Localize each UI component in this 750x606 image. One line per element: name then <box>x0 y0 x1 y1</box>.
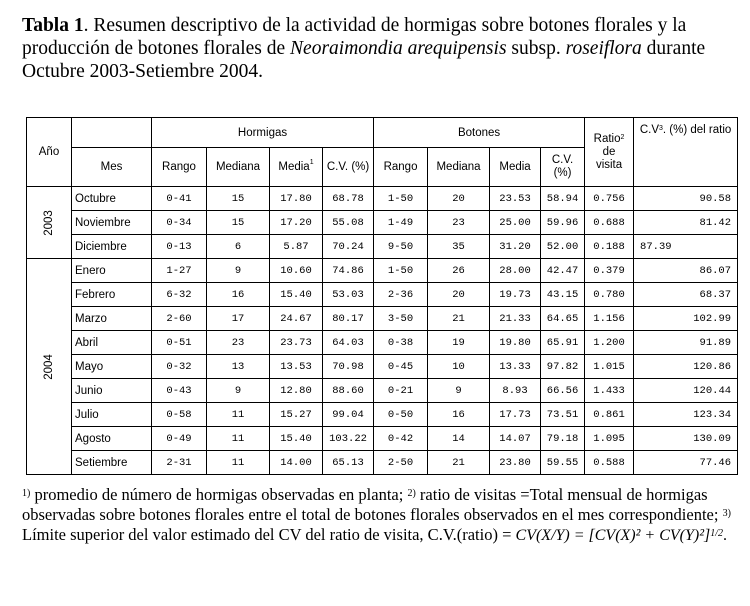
cell-ants-median: 9 <box>207 379 270 403</box>
cell-buds-median: 23 <box>428 211 490 235</box>
cell-ratio-cv: 120.44 <box>634 379 738 403</box>
cell-buds-cv: 64.65 <box>541 307 585 331</box>
footnote-text-1: promedio de número de hormigas observadas en planta; <box>30 485 408 504</box>
header-group-buds: Botones <box>374 118 585 148</box>
cell-ants-mean: 23.73 <box>270 331 323 355</box>
table-row <box>27 187 738 211</box>
cell-ants-median: 11 <box>207 403 270 427</box>
cell-ants-cv: 53.03 <box>323 283 374 307</box>
cell-visit-ratio: 0.688 <box>585 211 634 235</box>
caption-species: Neoraimondia arequipensis <box>290 38 507 59</box>
cell-buds-cv: 43.15 <box>541 283 585 307</box>
cell-buds-mean: 23.53 <box>490 187 541 211</box>
cell-month: Mayo <box>72 355 152 379</box>
header-buds-median: Mediana <box>428 148 490 187</box>
cell-ants-median: 9 <box>207 259 270 283</box>
cell-ratio-cv: 81.42 <box>634 211 738 235</box>
caption-text-1: . Resumen descriptivo de la actividad de hormigas sobre botones florales y la producción de botones florales de <box>22 15 687 59</box>
cell-month: Abril <box>72 331 152 355</box>
table-row <box>27 379 738 403</box>
table-row <box>27 403 738 427</box>
cell-ants-mean: 10.60 <box>270 259 323 283</box>
cell-ants-cv: 88.60 <box>323 379 374 403</box>
header-ratio: Ratio$^2$ de visita <box>585 118 634 187</box>
table-row <box>27 355 738 379</box>
cell-buds-cv: 65.91 <box>541 331 585 355</box>
cell-visit-ratio: 0.780 <box>585 283 634 307</box>
header-cv-ratio: $C.V^3$. (%) del ratio <box>634 118 738 187</box>
cell-ants-range: 0-13 <box>152 235 207 259</box>
cell-ants-cv: 70.24 <box>323 235 374 259</box>
cell-ants-range: 2-60 <box>152 307 207 331</box>
cell-ants-mean: 12.80 <box>270 379 323 403</box>
cell-month: Enero <box>72 259 152 283</box>
cell-month: Julio <box>72 403 152 427</box>
cell-ratio-cv: 87.39 <box>634 235 738 259</box>
cell-month: Noviembre <box>72 211 152 235</box>
cell-ratio-cv: 86.07 <box>634 259 738 283</box>
cell-buds-mean: 19.80 <box>490 331 541 355</box>
cell-buds-median: 21 <box>428 307 490 331</box>
table-footnote <box>22 485 734 546</box>
header-buds-mean: Media <box>490 148 541 187</box>
cell-buds-median: 26 <box>428 259 490 283</box>
cell-ants-cv: 65.13 <box>323 451 374 475</box>
table-row <box>27 211 738 235</box>
cell-visit-ratio: 1.433 <box>585 379 634 403</box>
cell-ants-median: 11 <box>207 427 270 451</box>
cell-ants-median: 6 <box>207 235 270 259</box>
cell-buds-range: 1-50 <box>374 259 428 283</box>
cell-ants-range: 6-32 <box>152 283 207 307</box>
cell-buds-cv: 58.94 <box>541 187 585 211</box>
cell-ants-range: 2-31 <box>152 451 207 475</box>
cell-visit-ratio: 1.095 <box>585 427 634 451</box>
cell-ants-range: 0-49 <box>152 427 207 451</box>
table-row <box>27 259 738 283</box>
cell-ants-mean: 5.87 <box>270 235 323 259</box>
cell-ants-range: 0-34 <box>152 211 207 235</box>
cell-ants-range: 0-41 <box>152 187 207 211</box>
cv-formula: $CV(X/Y) = [CV(X)^2 + CV(Y)^2]^{1/2}$. <box>515 527 728 544</box>
cell-ants-mean: 15.40 <box>270 427 323 451</box>
year-cell <box>27 187 72 259</box>
header-ants-cv: C.V. (%) <box>323 148 374 187</box>
table-row <box>27 427 738 451</box>
table-row <box>27 331 738 355</box>
cell-buds-median: 21 <box>428 451 490 475</box>
cell-visit-ratio: 0.756 <box>585 187 634 211</box>
cell-ratio-cv: 123.34 <box>634 403 738 427</box>
cell-buds-median: 10 <box>428 355 490 379</box>
header-buds-range: Rango <box>374 148 428 187</box>
cell-buds-range: 1-50 <box>374 187 428 211</box>
cell-ants-range: 1-27 <box>152 259 207 283</box>
cell-buds-mean: 13.33 <box>490 355 541 379</box>
cell-buds-cv: 52.00 <box>541 235 585 259</box>
cell-buds-range: 1-49 <box>374 211 428 235</box>
footnote-text-3: Límite superior del valor estimado del CV del ratio de visita, C.V.(ratio) = <box>22 525 516 544</box>
caption-subspecies: roseiflora <box>565 38 642 59</box>
cell-ants-cv: 68.78 <box>323 187 374 211</box>
cell-visit-ratio: 1.015 <box>585 355 634 379</box>
caption-label: Tabla 1 <box>22 15 84 36</box>
cell-ants-median: 15 <box>207 187 270 211</box>
cell-buds-median: 19 <box>428 331 490 355</box>
cell-ants-mean: 15.27 <box>270 403 323 427</box>
cell-month: Agosto <box>72 427 152 451</box>
cell-ants-mean: 17.20 <box>270 211 323 235</box>
header-buds-cv: C.V. (%) <box>541 148 585 187</box>
cell-visit-ratio: 0.379 <box>585 259 634 283</box>
cell-ants-median: 15 <box>207 211 270 235</box>
cell-ratio-cv: 68.37 <box>634 283 738 307</box>
table-row <box>27 283 738 307</box>
cell-buds-cv: 42.47 <box>541 259 585 283</box>
year-label: 2003 <box>43 209 55 236</box>
year-label: 2004 <box>43 353 55 380</box>
header-year: Año <box>27 118 72 187</box>
cell-buds-range: 0-21 <box>374 379 428 403</box>
cell-month: Junio <box>72 379 152 403</box>
cell-ants-median: 23 <box>207 331 270 355</box>
header-blank <box>72 118 152 148</box>
ant-activity-table <box>26 117 738 475</box>
cell-buds-cv: 59.96 <box>541 211 585 235</box>
cell-ants-cv: 103.22 <box>323 427 374 451</box>
cell-buds-median: 14 <box>428 427 490 451</box>
cell-ants-mean: 24.67 <box>270 307 323 331</box>
cell-buds-median: 20 <box>428 283 490 307</box>
cell-ratio-cv: 102.99 <box>634 307 738 331</box>
cell-ratio-cv: 120.86 <box>634 355 738 379</box>
table-caption <box>22 14 734 83</box>
header-ants-range: Rango <box>152 148 207 187</box>
cell-ratio-cv: 90.58 <box>634 187 738 211</box>
cell-buds-range: 2-50 <box>374 451 428 475</box>
cell-month: Octubre <box>72 187 152 211</box>
cell-month: Diciembre <box>72 235 152 259</box>
cell-buds-mean: 8.93 <box>490 379 541 403</box>
cell-month: Marzo <box>72 307 152 331</box>
cell-buds-median: 35 <box>428 235 490 259</box>
cell-visit-ratio: 1.156 <box>585 307 634 331</box>
cell-ants-mean: 14.00 <box>270 451 323 475</box>
cell-buds-mean: 25.00 <box>490 211 541 235</box>
cell-buds-cv: 73.51 <box>541 403 585 427</box>
cell-ants-median: 11 <box>207 451 270 475</box>
cell-ants-cv: 99.04 <box>323 403 374 427</box>
table-row <box>27 307 738 331</box>
cell-buds-mean: 19.73 <box>490 283 541 307</box>
cell-ants-cv: 64.03 <box>323 331 374 355</box>
table-row <box>27 451 738 475</box>
cell-buds-mean: 23.80 <box>490 451 541 475</box>
footnote-mark-2: 2) <box>407 488 416 499</box>
cell-visit-ratio: 0.588 <box>585 451 634 475</box>
cell-buds-range: 0-38 <box>374 331 428 355</box>
cell-ants-cv: 55.08 <box>323 211 374 235</box>
header-month: Mes <box>72 148 152 187</box>
cell-ants-range: 0-58 <box>152 403 207 427</box>
cell-ants-mean: 15.40 <box>270 283 323 307</box>
cell-month: Febrero <box>72 283 152 307</box>
cell-ants-median: 17 <box>207 307 270 331</box>
cell-buds-mean: 31.20 <box>490 235 541 259</box>
cell-ants-mean: 17.80 <box>270 187 323 211</box>
cell-ants-median: 13 <box>207 355 270 379</box>
header-ants-mean: Media$^1$ <box>270 148 323 187</box>
footnote-mark-3: 3) <box>722 508 731 519</box>
year-cell <box>27 259 72 475</box>
cell-buds-mean: 21.33 <box>490 307 541 331</box>
cell-buds-cv: 59.55 <box>541 451 585 475</box>
cell-buds-mean: 28.00 <box>490 259 541 283</box>
cell-buds-range: 0-45 <box>374 355 428 379</box>
cell-buds-median: 16 <box>428 403 490 427</box>
cell-month: Setiembre <box>72 451 152 475</box>
cell-buds-cv: 79.18 <box>541 427 585 451</box>
footnote-text-2: ratio de visitas =Total mensual de hormigas observadas sobre botones florales entre el total de botones florales observados en el mes correspondiente; <box>22 485 723 524</box>
cell-ratio-cv: 130.09 <box>634 427 738 451</box>
cell-buds-cv: 97.82 <box>541 355 585 379</box>
cell-buds-range: 2-36 <box>374 283 428 307</box>
cell-ants-cv: 70.98 <box>323 355 374 379</box>
cell-ants-median: 16 <box>207 283 270 307</box>
cell-buds-median: 20 <box>428 187 490 211</box>
cell-ants-range: 0-51 <box>152 331 207 355</box>
footnote-mark-1: 1) <box>22 488 31 499</box>
cell-ants-range: 0-43 <box>152 379 207 403</box>
cell-visit-ratio: 0.861 <box>585 403 634 427</box>
cell-buds-range: 3-50 <box>374 307 428 331</box>
cell-visit-ratio: 0.188 <box>585 235 634 259</box>
cell-buds-range: 9-50 <box>374 235 428 259</box>
cell-ants-cv: 74.86 <box>323 259 374 283</box>
cell-visit-ratio: 1.200 <box>585 331 634 355</box>
header-ants-median: Mediana <box>207 148 270 187</box>
cell-buds-mean: 17.73 <box>490 403 541 427</box>
cell-ants-mean: 13.53 <box>270 355 323 379</box>
table-row <box>27 235 738 259</box>
cell-buds-cv: 66.56 <box>541 379 585 403</box>
cell-ratio-cv: 91.89 <box>634 331 738 355</box>
cell-buds-range: 0-42 <box>374 427 428 451</box>
cell-ants-range: 0-32 <box>152 355 207 379</box>
cell-buds-mean: 14.07 <box>490 427 541 451</box>
cell-ratio-cv: 77.46 <box>634 451 738 475</box>
cell-ants-cv: 80.17 <box>323 307 374 331</box>
cell-buds-range: 0-50 <box>374 403 428 427</box>
header-group-ants: Hormigas <box>152 118 374 148</box>
caption-text-2: subsp. <box>506 38 566 59</box>
cell-buds-median: 9 <box>428 379 490 403</box>
caption-text-3: durante Octubre 2003-Setiembre 2004. <box>22 38 706 82</box>
